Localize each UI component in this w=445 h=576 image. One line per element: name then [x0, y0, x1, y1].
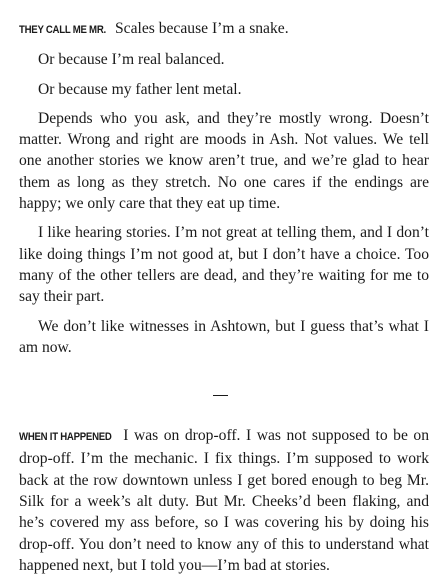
paragraph: Or because my father lent metal.	[38, 80, 242, 98]
paragraph-text: Scales because I’m a snake.	[111, 20, 289, 37]
section-lead-in: THEY CALL ME MR.	[19, 24, 106, 36]
section-break-rule	[213, 395, 228, 396]
paragraph: Depends who you ask, and they’re mostly wrong. Doesn’t matter. Wrong and right are moods in Ash. Not values. We tell one another stories we know aren’t true, and we’re glad to hear them as long as they stretch. No one cares if the endings are happy; we only care that they eat up time.	[19, 109, 429, 213]
paragraph: Or because I’m real balanced.	[38, 51, 225, 69]
paragraph: We don’t like witnesses in Ashtown, but I guess that’s what I am now.	[19, 317, 429, 356]
section-break	[19, 384, 429, 405]
section-lead-in: WHEN IT HAPPENED	[19, 431, 112, 444]
paragraph	[19, 425, 429, 576]
paragraph-text: I was on drop-off. I was not supposed to be on drop-off. I’m the mechanic. I fix things. I’m supposed to work back at the row downtown unless I get bored enough to beg Mr. Silk for a week’s alt duty. But Mr. Cheeks’d been flaking, and he’s covered my ass before, so I was covering his by doing his drop-off. You don’t need to know any of this to understand what happened next, but I told you—I’m bad at stories.	[19, 427, 429, 574]
paragraph	[19, 18, 429, 41]
book-page	[19, 18, 429, 576]
paragraph: I like hearing stories. I’m not great at telling them, and I don’t like doing things I’m not good at, but I don’t have a choice. Too many of the other tellers are dead, and they’re waiting for me to say their part.	[19, 224, 429, 306]
